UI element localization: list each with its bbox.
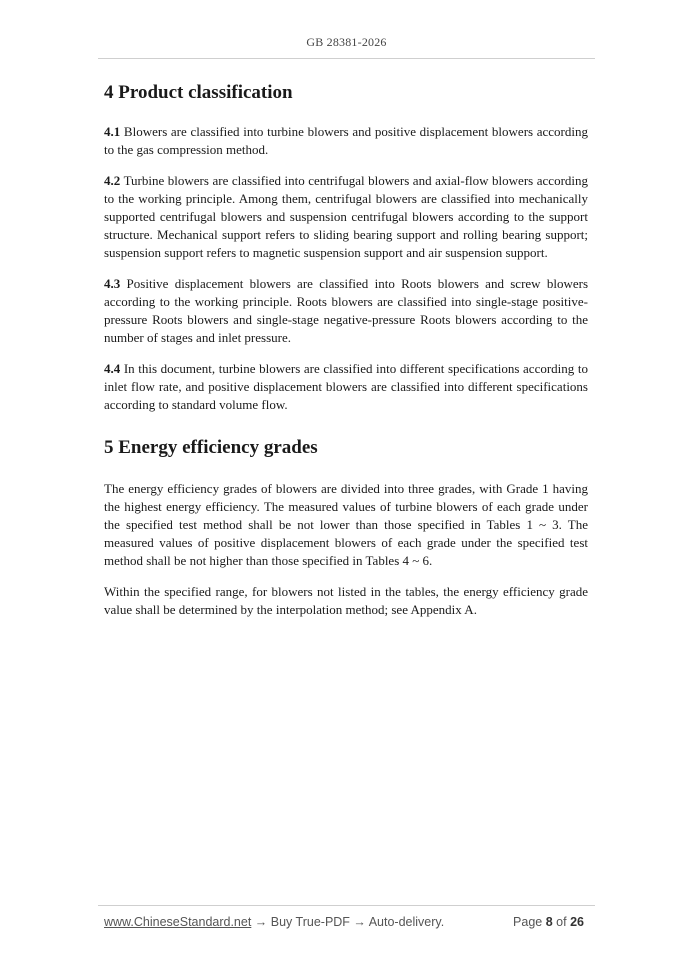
page-label: Page [513,915,543,929]
section-5-paragraph: The energy efficiency grades of blowers are divided into three grades, with Grade 1 having the highest energy efficiency. The measured values of turbine blowers of each grade under the specified test method shall be not lower than those specified in Tables 1 ~ 3. The measured values of positive displacement blowers of each grade under the specified test method shall be not higher than those specified in Tables 4 ~ 6. [104,481,588,568]
clause-text: In this document, turbine blowers are classified into different specifications according to inlet flow rate, and positive displacement blowers are classified into different specifications according to standard volume flow. [104,361,588,412]
page-number: 8 [545,915,553,929]
header-divider [98,58,595,59]
footer-promo [104,915,444,929]
site-link[interactable]: www.ChineseStandard.net [104,915,252,929]
page-content [104,80,588,632]
clause-text: Positive displacement blowers are classified into Roots blowers and screw blowers according to the working principle. Roots blowers are classified into single-stage positive-pressure Roots blowers and single-stage negative-pressure Roots blowers according to the number of stages and inlet pressure. [104,276,588,345]
running-header: GB 28381-2026 [306,35,387,49]
clause-4-2 [104,172,588,262]
of-label: of [556,915,567,929]
clause-text: Turbine blowers are classified into centrifugal blowers and axial-flow blowers according to the working principle. Among them, centrifugal blowers are classified into mechanically supported centrifugal blowers and suspension centrifugal blowers according to the support structure. Mechanical support refers to sliding bearing support and rolling bearing support; suspension support refers to magnetic suspension support and air suspension support. [104,173,589,260]
footer-divider [98,905,595,906]
clause-number: 4.3 [104,276,121,291]
clause-number: 4.1 [104,124,121,139]
clause-text: Blowers are classified into turbine blowers and positive displacement blowers according to the gas compression method. [104,124,588,157]
footer-tagline: → Buy True-PDF → Auto-delivery. [251,915,445,929]
section-4-heading: 4 Product classification [104,82,293,103]
section-5-heading: 5 Energy efficiency grades [104,437,318,458]
clause-number: 4.4 [104,361,121,376]
clause-4-4 [104,360,588,414]
clause-4-3 [104,275,588,347]
total-pages: 26 [570,915,584,929]
page-indicator [513,915,584,929]
clause-4-1 [104,123,588,159]
clause-number: 4.2 [104,173,121,188]
section-5-paragraph: Within the specified range, for blowers not listed in the tables, the energy efficiency grade value shall be determined by the interpolation method; see Appendix A. [104,584,588,617]
